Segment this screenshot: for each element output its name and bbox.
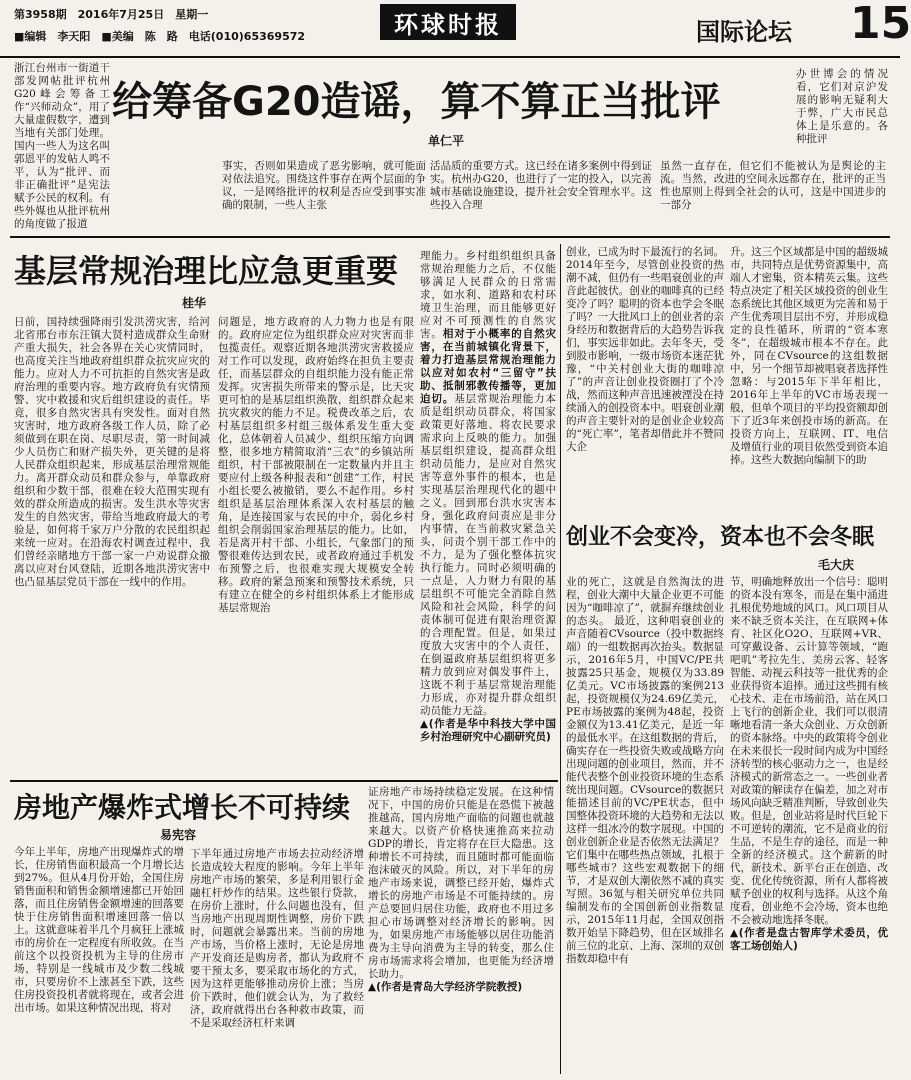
article-text-column [566, 576, 724, 1074]
body-text: 业的死亡，这就是自然淘汰的进程，创业大潮中大量企业更不可能因为“咖啡凉了”，就摒弃继续创业的态头。 [566, 576, 724, 627]
article-text-column: 创业，已成为时下最流行的名词。2014年至今，尽管创业投资的热潮不减，但仍有一些唱衰创业的声音此起彼伏。创业的咖啡真的已经变冷了吗？聪明的资本也学会冬眠了吗？一大批风口上的创业者的亲身经历和数据背后的大趋势告诉我们，事实远非如此。去年冬天，受到股市影响，一级市场资本迷茫犹豫，“中关村创业大街的咖啡凉了”的声音让创业投资圈打了个冷战，然而这种声音迅速被湮没在持续涌入的创投资本中。唱衰创业潮的声音主要针对的是创业企业较高的“死亡率”，笔者却借此并不赞同大企 [566, 246, 724, 453]
section-title: 国际论坛 [696, 17, 792, 46]
headline: 创业不会变冷，资本也不会冬眠 [566, 525, 875, 550]
article-text-column: 今年上半年，房地产出现爆炸式的增长，住房销售面积最高一个月增长达到27%。但从4月份开始，全国住房销售面积和销售金额增速都已开始回落，而且住房销售金额增速的回落要快于住房销售面积增速回落一倍以上。这就意味着半几个月疯狂上涨城市的房价在一定程度有所收敛。在当前这个以投资投机为主导的住房市场，特别是一线城市及少数二线城市，只要房价不上涨甚至下跌，这些住房投资投机者就将现在，或者会进出市场。如果这种情况出现，将对 [14, 846, 184, 1014]
author: 桂华 [182, 296, 207, 310]
headline: 给筹备G20造谣，算不算正当批评 [112, 79, 721, 125]
divider [10, 780, 558, 782]
headline: 基层常规治理比应急更重要 [14, 252, 399, 290]
article-text-column [730, 576, 888, 1074]
page-number: 15 [850, 0, 911, 49]
article-text-column: 问题是，地方政府的人力物力也是有限的。政府应定位为组织群众应对灾害而非包揽责任。观察近期各地洪涝灾害救援应对工作可以发现，政府始终在担负主要责任，而基层群众的自组织能力没有能正常发挥。灾害损失所带来的警示是，比天灾更可怕的是基层组织涣散，组织群众起来抗灾救灾的能力不足。税费改革之后，农村基层组织多村组三级体系发生重大变化，总体朝着人员减少、组织压缩方向调整，很多地方精简取消“三农”的乡镇站所组织，村干部被限制在一定数量内并且主要应付上级各种报表和“创建”工作，村民小组长要么被撤销，要么不起作用。乡村组织是基层治理体系深入农村基层的触角，是连接国家与农民的中介，弱化乡村组织会削弱国家治理基层的能力。比如，若是离开村干部、小组长，气象部门的预警很难传达到农民，或者政府通过手机发布预警之后，也很难实现大规模安全转移。政府的紧急预案和预警技术系统，只有建立在健全的乡村组织体系上才能形成基层常规治 [218, 316, 414, 614]
body-text: 证房地产市场持续稳定发展。在这种情况下，中国的房价只能是在恐慌下被越推越高，国内房地产面临的问题也就越来越大。以资产价格快速推高来拉动GDP的增长，肯定将存在巨大隐患。这种增长不可持续，而且随时都可能面临泡沫破灭的风险。所以，对下半年的房地产市场来说，调整已经开始，爆炸式增长的房地产市场是不可能持续的。房产总要回归居住功能，政府也不用过多担心市场调整对经济增长的影响。因为，如果房地产市场能够以居住功能消费为主导向消费为主导的转变，那么住房市场需求将会增加，也更能为经济增长助力。 [368, 786, 554, 980]
highlighted-text: 相对于小概率的自然灾害，在当前城镇化背景下，着力打造基层常规治理能力以应对如农村“三留守”扶助、抵制邪教传播等，更加迫切。 [420, 328, 557, 405]
article-text-column: 事实，否则如果造成了恶劣影响，就可能面对依法追究。围绕这件事存在两个层面的争议，一是网络批评的权利是否应受到事实准确的限制，一些人主张 [222, 160, 426, 211]
editor-info: ■编辑 李天阳 ■美编 陈 路 电话(010)65369572 [14, 30, 306, 43]
body-text: 基层常规治理能力本质是组织动员群众，将国家政策更好落地、将农民要求需求向上反映的能力。加强基层组织建设，提高群众组织动员能力，是应对自然灾害等意外事件的根本，也是实现基层治理现代化的题中之义。回到邢台洪水灾害本身，强化政府问责应是非分内事情，在当前救灾紧急关头，问责个别干部工作中的不力，是为了强化整体抗灾执行能力。同时必须明确的一点是，人力财力有限的基层组织不可能完全消除自然风险和社会风险，科学的问责体制可促进有限治理资源的合理配置。但是，如果过度放大灾害中的个人责任，在倒逼政府基层组织将更多精力放到应对偶发事件上，这既不利于基层常规治理能力形成，亦对提升群众组织动员能力无益。 [420, 393, 557, 717]
article-text-column: 活品质的重要方式。这已经在诸多案例中得到证实。杭州办G20，也进行了一定的投入，以完善城市基础设施建设，提升社会安全管理水平。这些投入合理 [430, 160, 652, 211]
author-note: ▲(作者是华中科技大学中国乡村治理研究中心副研究员) [420, 718, 556, 743]
author-note: ▲(作者是盘古智库学术委员，优客工场创始人) [730, 927, 888, 952]
headline: 房地产爆炸式增长不可持续 [14, 791, 351, 824]
divider [10, 236, 890, 238]
newspaper-logo: 环球时报 [380, 4, 516, 40]
article-text-column: 虽然一直存在，但它们不能被认为是舆论的主流。当然，改进的空间永远都存在，批评的正当性也原则上得到全社会的认可，这是中国进步的一部分 [660, 160, 886, 211]
body-text: 最近，这种唱衰创业的声音随着CVsource（投中数据终端）的一组数据再次抬头。数据显示，2016年5月，中国VC/PE共披露25只基金，规模仅为33.89亿美元。VC市场披露的案例213起，投资规模仅为24.69亿美元，PE市场披露的案例为48起，投资金额仅为13.41亿美元，是近一年的最低水平。在这组数据的背后，确实存在一些投资失败或战略方向出现问题的创业项目，然而，并不能代表整个创业投资环境的生态系统出现问题。CVsource的数据只能描述目前的VC/PE状态，但中国整体投资环境的大趋势和无法以这样一组冰冷的数字展现。中国的创业创新企业是否依然无法满足？它们集中在哪些热点领域，扎根于哪些城市？这些宏观数据下的细节，才是双创大潮依然不减的真实写照。36氪与相关研究单位共同编制发布的全国创新创业指数显示，2015年11月起，全国双创指数开始呈下降趋势，但在区域排名前三位的北京、上海、深圳的双创指数却稳中有 [566, 615, 724, 965]
body-text: 理能力。乡村组织组织具备常规治理能力之后，不仅能够满足人民群众的日常需求，如水利、道路和农村环境卫生治理，而且能够更好应对不可预测性的自然灾害。 [420, 250, 556, 340]
article-text-column: 下半年通过房地产市场去拉动经济增长造成较大程度的影响。今年上半年房地产市场的繁荣，多是利用银行金融杠杆炒作的结果。这些银行贷款，在房价上涨时，什么问题也没有，但当房地产出现周期性调整，房价下跌时，问题就会暴露出来。当前的房地产市场，当价格上涨时，无论是房地产开发商还是购房者，都认为政府不要干预太多，要采取市场化的方式，因为这样更能够推动房价上涨；当房价下跌时，他们就会认为，为了救经济，政府就得出台各种救市政策，而不是采取经济杠杆来调 [190, 848, 364, 1029]
author: 毛大庆 [818, 558, 855, 572]
author-note: ▲(作者是青岛大学经济学院教授) [368, 981, 523, 993]
article-text-column: 浙江台州市一街道干部发网帖批评杭州G20峰会筹备工作“兴师动众”，用了大量虚假数字，遭到当地有关部门处理。国内一些人为这名叫郭恩平的发帖人鸣不平，认为“批评、而非正确批评”是宪法赋予公民的权利。有些外媒也从批评杭州的角度做了报道 [14, 62, 110, 230]
article-text-column [420, 250, 556, 778]
column-divider [560, 244, 561, 1074]
page-header [0, 0, 911, 58]
article-text-column: 升。这三个区域都是中国的超级城市，共同特点是优势资源集中，高端人才密集，资本精英云集。这些特点决定了相关区域投资的创业生态系统比其他区域更为完善和易于产生优秀项目层出不穷，并形成稳定的良性循环，所谓的“资本寒冬”，在超级城市根本不存在。此外，同在CVsource的这组数据中，另一个细节却被唱衰者选择性忽略：与2015年下半年相比，2016年上半年的VC市场表现一般，但单个项目的平均投资额却创下了近3年来创投市场的新高。在投资方向上，互联网、IT、电信及增值行业的项目依然受到资本追捧。这些大数据向编制下的助 [730, 246, 888, 466]
author: 易宪容 [160, 828, 197, 842]
author: 单仁平 [428, 134, 465, 148]
article-text-column: 办世博会的情况看，它们对京沪发展的影响无疑利大于弊，广大市民总体上是乐意的。各种批评 [796, 68, 888, 145]
article-text-column [368, 786, 554, 1072]
issue-info: 第3958期 2016年7月25日 星期一 [14, 8, 209, 21]
article-text-column: 日前，国持续强降雨引发洪涝灾害，给河北省邢台市东汪镇大贤村造成群众生命财产重大损失，社会各界在关心灾情同时，也高度关注当地政府组织群众抗灾应灾的能力。应对人力不可抗拒的自然灾害是政府治理的重要内容。地方政府负有灾情预警、灾中救援和灾后组织建设的责任。毕竟，很多自然灾害具有突发性。面对自然灾害时，地方政府各级工作人员，除了必须做到在职在岗、尽职尽责，第一时间减少人员伤亡和财产损失外，更关键的是将人民群众组织起来，形成基层治理常规能力。离开群众动员和群众参与，单靠政府组织和少数干部，很难在较大范围实现有效的群众所造成的损害。发生洪水等灾害发生的自然灾害，带给当地政府最大的考验是，如何将千家万户分散的农民组织起来统一应对。在沿海农村调查过程中，我们曾经亲睹地方干部一家一户劝说群众撤离以应对台风登陆，近期各地洪涝灾害中也凸显基层党员干部在一线中的作用。 [14, 316, 210, 588]
body-text: 节，明确地释放出一个信号：聪明的资本没有寒冬，而是在集中涌进扎根优势地域的风口。风口项目从来不缺乏资本关注，在互联网+体育、社区化O2O、互联网+VR、可穿戴设备、云计算等领域，“跑吧叽”考拉先生、美房云客、轻客智能、动视云科技等一批优秀的企业获得资本追捧。通过这些拥有核心技术、走在市场前沿，站在风口上飞行的创新企业，我们可以很清晰地看清一条大众创业、万众创新的资本脉络。中央的政策将令创业在未来很长一段时间内成为中国经济转型的核心驱动力之一，也是经济模式的新常态之一。一些创业者对政策的解读存在偏差，加之对市场风向缺乏精准判断，导致创业失败。但是，创业站将是时代巨轮下不可逆转的潮流，它不是商业的衍生品，不是生存的途径，而是一种全新的经济模式。这个薪新的时代，新技术、新平台正在创造、改变、优化传统资源，所有人都将被赋予创业的权利与选择。从这个角度看，创业绝不会冷场，资本也绝不会被动地选择冬眠。 [730, 576, 888, 926]
